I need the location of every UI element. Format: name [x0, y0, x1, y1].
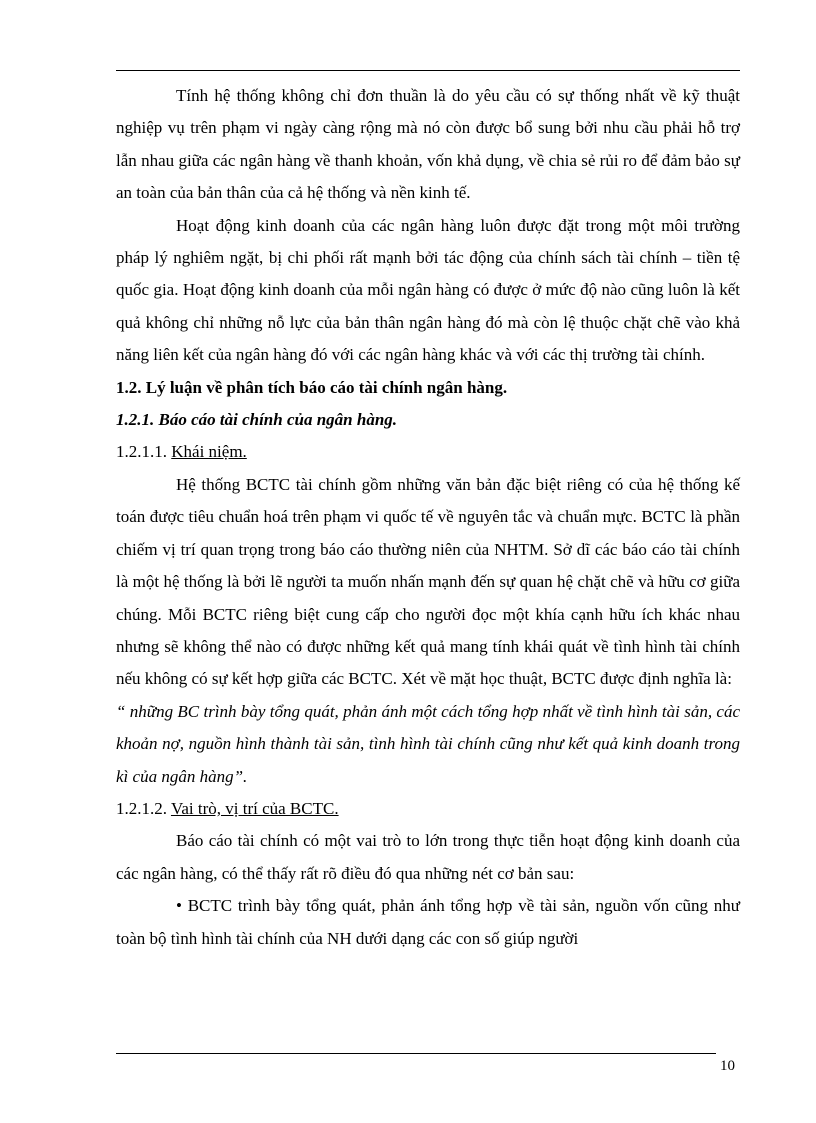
section-number: 1.2.1.2. [116, 798, 167, 818]
paragraph-5-bullet: • BCTC trình bày tổng quát, phản ánh tổng hợp về tài sản, nguồn vốn cũng như toàn bộ tình hình tài chính của NH dưới dạng các con số giúp người [116, 896, 740, 948]
section-title: Khái niệm. [171, 442, 247, 462]
paragraph-4: Báo cáo tài chính có một vai trò to lớn trong thực tiễn hoạt động kinh doanh của các ngân hàng, có thể thấy rất rõ điều đó qua những nét cơ bản sau: [116, 831, 740, 883]
section-heading-1-2: 1.2. Lý luận về phân tích báo cáo tài chính ngân hàng. [116, 377, 508, 397]
section-title: Vai trò, vị trí của BCTC. [170, 798, 339, 818]
paragraph-2: Hoạt động kinh doanh của các ngân hàng luôn được đặt trong một môi trường pháp lý nghiêm ngặt, bị chi phối rất mạnh bởi tác động của chính sách tài chính – tiền tệ quốc gia. Hoạt động kinh doanh của mỗi ngân hàng có được ở mức độ nào cũng luôn là kết quả không chỉ những nỗ lực của bản thân ngân hàng đó mà còn lệ thuộc chặt chẽ vào khả năng liên kết của ngân hàng đó với các ngân hàng khác và với các thị trường tài chính. [116, 215, 740, 365]
paragraph-3: Hệ thống BCTC tài chính gồm những văn bản đặc biệt riêng có của hệ thống kế toán được tiêu chuẩn hoá trên phạm vi quốc tế về nguyên tắc và chuẩn mực. BCTC là phần chiếm vị trí quan trọng trong báo cáo thường niên của NHTM. Sở dĩ các báo cáo tài chính là một hệ thống là bởi lẽ người ta muốn nhấn mạnh đến sự quan hệ chặt chẽ và hữu cơ giữa chúng. Mỗi BCTC riêng biệt cung cấp cho người đọc một khía cạnh hữu ích khác nhau nhưng sẽ không thể nào có được những kết quả mang tính khái quát về tình hình tài chính nếu không có sự kết hợp giữa các BCTC. Xét về mặt học thuật, BCTC được định nghĩa là: [116, 474, 740, 689]
section-heading-1-2-1-1 [116, 436, 740, 468]
page-number: 10 [720, 1058, 735, 1074]
footer-rule [116, 1053, 716, 1054]
section-heading-1-2-1-2 [116, 793, 740, 825]
document-body [116, 80, 740, 955]
section-heading-1-2-1: 1.2.1. Báo cáo tài chính của ngân hàng. [116, 410, 398, 430]
header-rule [116, 70, 740, 71]
paragraph-1: Tính hệ thống không chỉ đơn thuần là do yêu cầu có sự thống nhất về kỹ thuật nghiệp vụ trên phạm vi ngày càng rộng mà nó còn được bổ sung bởi nhu cầu phải hỗ trợ lẫn nhau giữa các ngân hàng về thanh khoản, vốn khả dụng, về chia sẻ rủi ro để đảm bảo sự an toàn của bản thân của cả hệ thống và nền kinh tế. [116, 86, 740, 203]
definition-quote: “ những BC trình bày tổng quát, phản ánh một cách tổng hợp nhất về tình hình tài sản, các khoản nợ, nguồn hình thành tài sản, tình hình tài chính cũng như kết quả kinh doanh trong kì của ngân hàng”. [116, 701, 740, 786]
section-number: 1.2.1.1. [116, 442, 167, 462]
